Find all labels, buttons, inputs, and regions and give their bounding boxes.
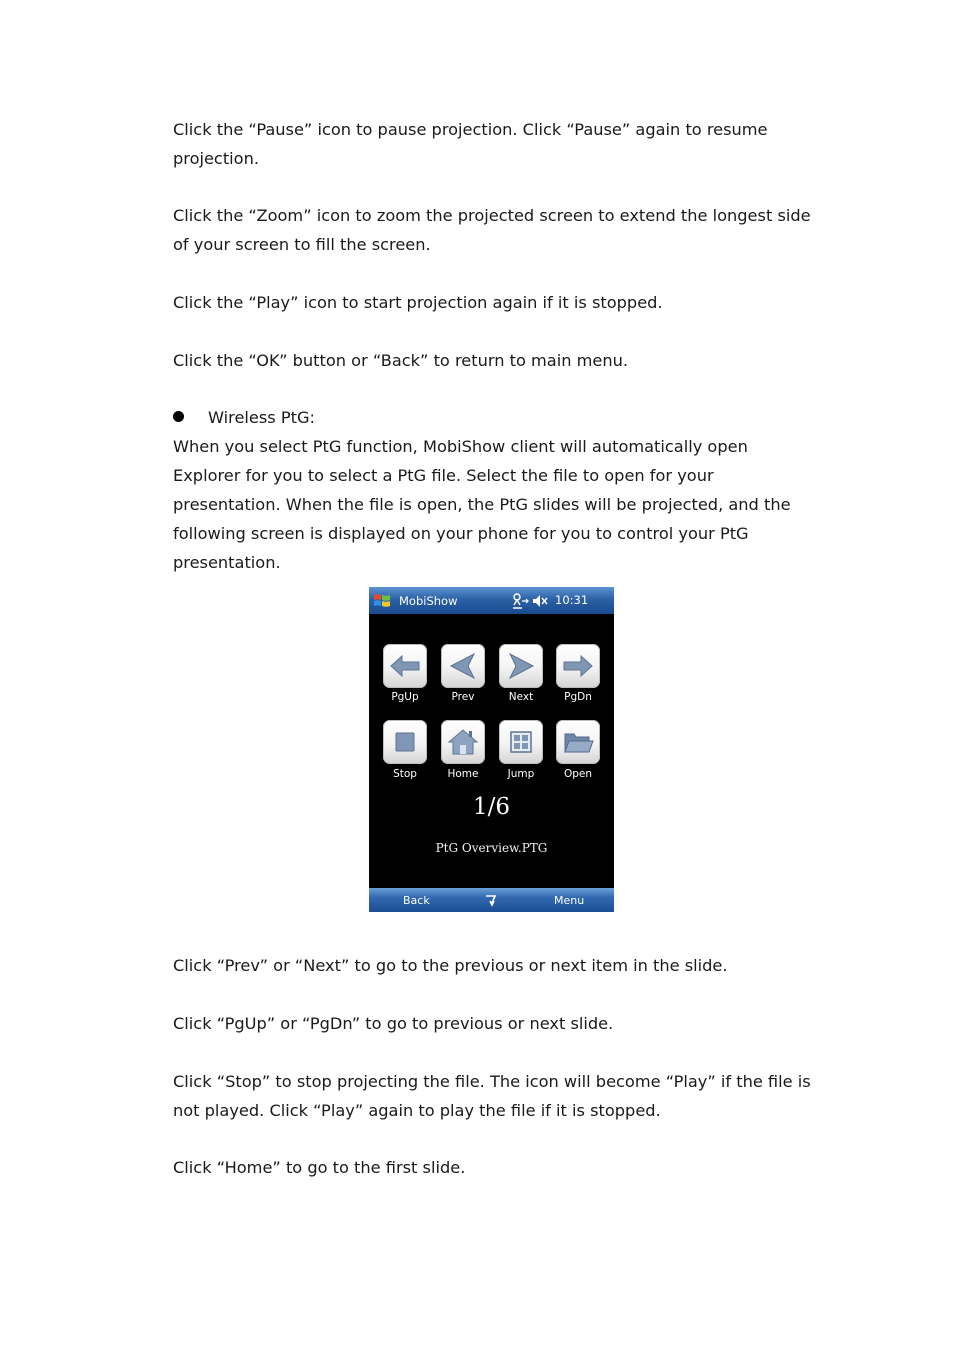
open-label: Open [563, 768, 593, 780]
pgup-button[interactable] [383, 644, 427, 688]
pgup-label: PgUp [391, 691, 419, 703]
clock: 10:31 [555, 593, 589, 607]
prev-button[interactable] [441, 644, 485, 688]
next-button[interactable] [499, 644, 543, 688]
status-icons [511, 592, 557, 610]
volume-muted-icon [533, 595, 547, 607]
ok-return-icon[interactable] [483, 891, 499, 909]
prevnext-paragraph: Click “Prev” or “Next” to go to the previous or next item in the slide. [173, 956, 728, 975]
file-name: PtG Overview.PTG [435, 841, 548, 855]
folder-open-icon [556, 720, 600, 764]
bullet-item [173, 403, 315, 432]
slide-counter: 1/6 [472, 794, 510, 820]
arrow-left-icon [383, 644, 427, 688]
home-label: Home [447, 768, 479, 780]
pgdn-button[interactable] [556, 644, 600, 688]
stop-label: Stop [393, 768, 417, 780]
zoom-paragraph: Click the “Zoom” icon to zoom the projected screen to extend the longest side of your screen to fill the screen. [173, 206, 811, 254]
bullet-label: Wireless PtG: [208, 408, 315, 427]
jump-label: Jump [507, 768, 535, 780]
connectivity-icon [513, 594, 528, 608]
ok-paragraph: Click the “OK” button or “Back” to return to main menu. [173, 351, 629, 370]
windows-start-icon[interactable] [373, 592, 391, 609]
back-softkey[interactable]: Back [403, 894, 430, 907]
pause-paragraph: Click the “Pause” icon to pause projection. Click “Pause” again to resume projection. [173, 120, 768, 168]
app-title: MobiShow [399, 594, 458, 608]
pgdn-label: PgDn [564, 691, 592, 703]
menu-softkey[interactable]: Menu [554, 894, 585, 907]
stop-button[interactable] [383, 720, 427, 764]
stop-icon [383, 720, 427, 764]
next-label: Next [508, 691, 534, 703]
grid-icon [499, 720, 543, 764]
jump-button[interactable] [499, 720, 543, 764]
home-button[interactable] [441, 720, 485, 764]
ptg-paragraph: When you select PtG function, MobiShow client will automatically open Explorer for you to select a PtG file. Select the file to open for your presentation. When the file is open, the PtG slides will be projected, and the following screen is displayed on your phone for you to control your PtG presentation. [173, 437, 791, 572]
chevron-left-icon [441, 644, 485, 688]
play-paragraph: Click the “Play” icon to start projection again if it is stopped. [173, 293, 663, 312]
open-button[interactable] [556, 720, 600, 764]
pgupdn-paragraph: Click “PgUp” or “PgDn” to go to previous or next slide. [173, 1014, 614, 1033]
arrow-right-icon [556, 644, 600, 688]
bullet-icon [173, 411, 184, 422]
home-icon [441, 720, 485, 764]
softkey-bar [369, 888, 614, 912]
title-bar [369, 587, 614, 614]
home-paragraph: Click “Home” to go to the first slide. [173, 1158, 466, 1177]
phone-screenshot [369, 587, 614, 912]
chevron-right-icon [499, 644, 543, 688]
stop-paragraph: Click “Stop” to stop projecting the file. The icon will become “Play” if the file is not played. Click “Play” again to play the file if it is stopped. [173, 1072, 811, 1120]
prev-label: Prev [451, 691, 475, 703]
